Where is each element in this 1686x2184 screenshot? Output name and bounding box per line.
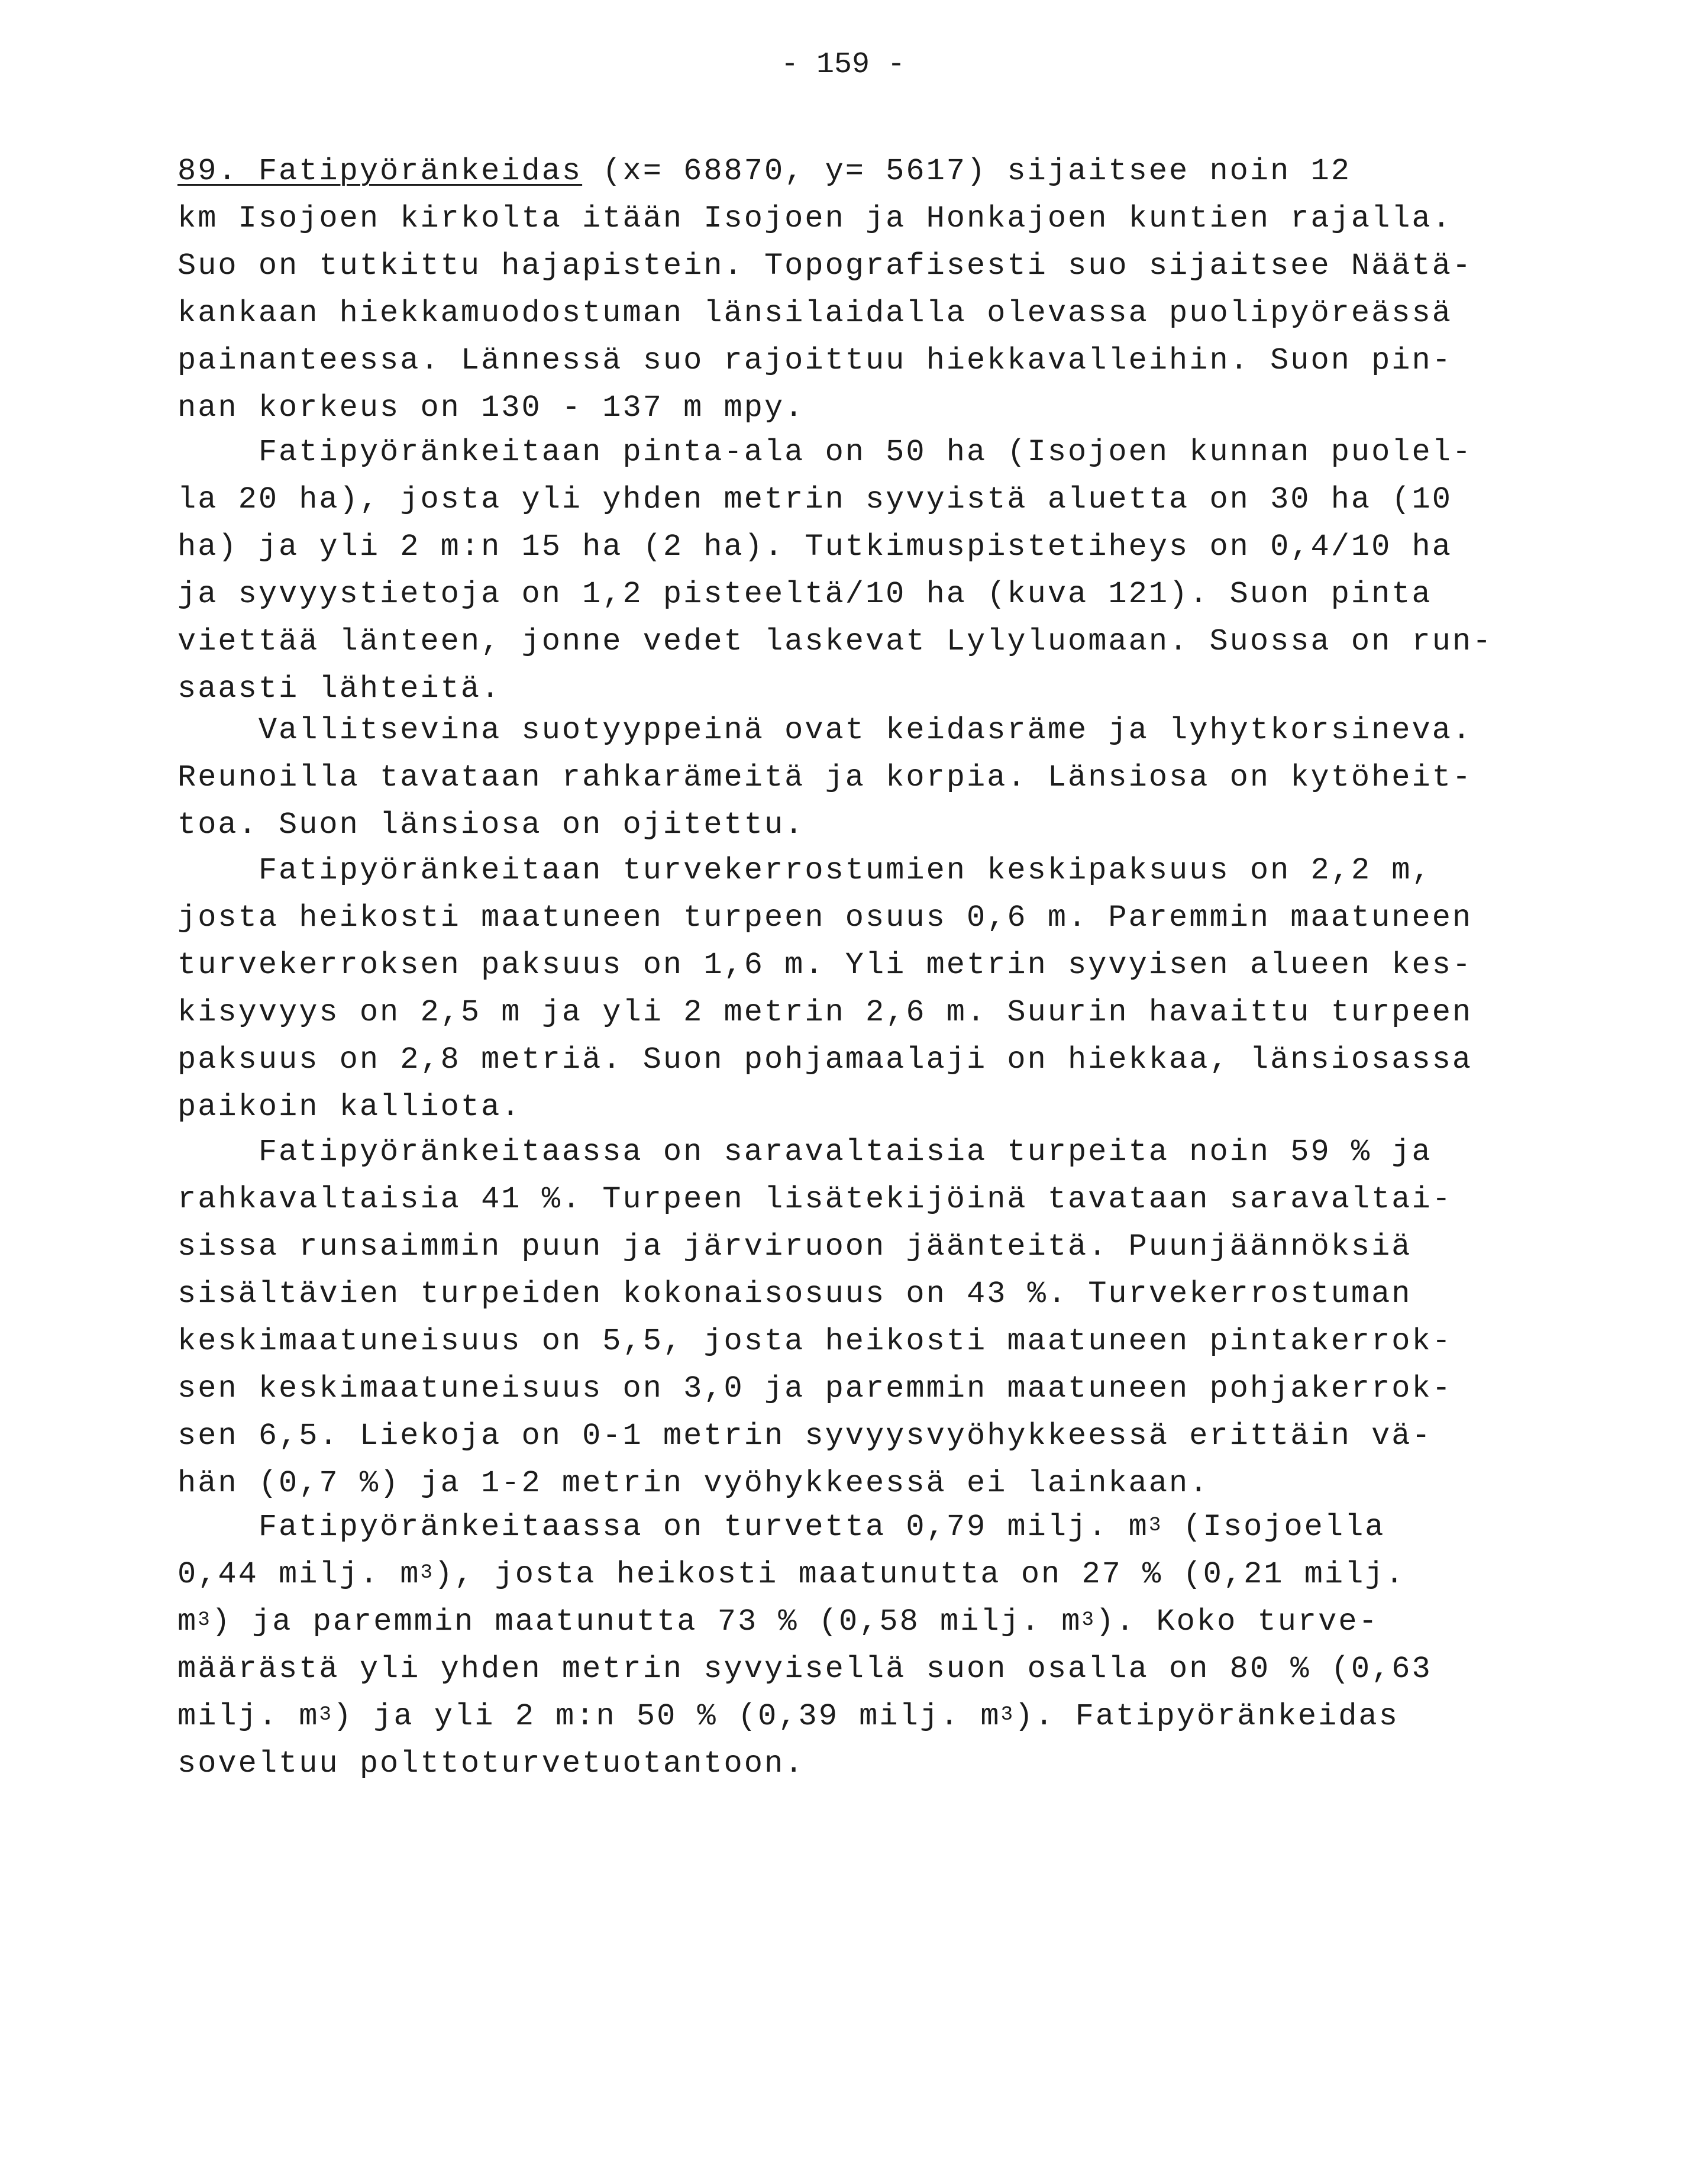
text-run: sisältävien turpeiden kokonaisosuus on 43 %. Turvekerrostuman bbox=[177, 1277, 1412, 1311]
text-run: josta heikosti maatuneen turpeen osuus 0,6 m. Paremmin maatuneen bbox=[177, 900, 1473, 935]
text-line bbox=[177, 337, 1479, 385]
text-line bbox=[177, 754, 1479, 802]
text-line bbox=[177, 243, 1479, 290]
text-line bbox=[177, 847, 1479, 894]
superscript: 3 bbox=[1148, 1514, 1163, 1537]
text-line bbox=[177, 942, 1479, 989]
text-run: kankaan hiekkamuodostuman länsilaidalla olevassa puolipyöreässä bbox=[177, 296, 1452, 331]
superscript: 3 bbox=[1000, 1704, 1015, 1726]
paragraph bbox=[177, 707, 1479, 849]
text-line bbox=[177, 1551, 1479, 1598]
text-line bbox=[177, 476, 1479, 524]
text-run: soveltuu polttoturvetuotantoon. bbox=[177, 1746, 805, 1781]
text-run: sen keskimaatuneisuus on 3,0 ja paremmin maatuneen pohjakerrok- bbox=[177, 1371, 1452, 1406]
text-line bbox=[177, 665, 1479, 713]
text-run: sissa runsaimmin puun ja järviruoon jäänteitä. Puunjäännöksiä bbox=[177, 1229, 1412, 1264]
text-run: (x= 68870, y= 5617) sijaitsee noin 12 bbox=[582, 154, 1351, 189]
text-run: sen 6,5. Liekoja on 0-1 metrin syvyysvyöhykkeessä erittäin vä- bbox=[177, 1419, 1432, 1453]
text-run: (Isojoella bbox=[1162, 1510, 1385, 1545]
text-line bbox=[177, 1504, 1479, 1551]
text-run: saasti lähteitä. bbox=[177, 671, 502, 706]
text-line bbox=[177, 1271, 1479, 1318]
text-run: 0,44 milj. m bbox=[177, 1557, 421, 1592]
text-line bbox=[177, 195, 1479, 243]
text-line bbox=[177, 1693, 1479, 1740]
paragraph bbox=[177, 1129, 1479, 1507]
text-run: paikoin kalliota. bbox=[177, 1090, 522, 1125]
text-run: ) ja yli 2 m:n 50 % (0,39 milj. m bbox=[332, 1699, 1001, 1734]
text-line bbox=[177, 290, 1479, 337]
text-run: Fatipyöränkeitaan turvekerrostumien keskipaksuus on 2,2 m, bbox=[177, 853, 1432, 888]
text-line bbox=[177, 707, 1479, 754]
text-line bbox=[177, 1413, 1479, 1460]
text-run: viettää länteen, jonne vedet laskevat Lylyluomaan. Suossa on run- bbox=[177, 624, 1493, 659]
text-run: Suo on tutkittu hajapistein. Topografisesti suo sijaitsee Näätä- bbox=[177, 248, 1473, 283]
text-run: paksuus on 2,8 metriä. Suon pohjamaalaji on hiekkaa, länsiosassa bbox=[177, 1042, 1473, 1077]
text-run: m bbox=[177, 1604, 198, 1639]
page-number: - 159 - bbox=[780, 48, 906, 82]
superscript: 3 bbox=[198, 1609, 212, 1631]
text-line bbox=[177, 1646, 1479, 1693]
text-line bbox=[177, 524, 1479, 571]
text-run: Vallitsevina suotyyppeinä ovat keidasräme ja lyhytkorsineva. bbox=[177, 713, 1473, 748]
text-line bbox=[177, 989, 1479, 1036]
paragraph bbox=[177, 847, 1479, 1131]
superscript: 3 bbox=[1081, 1609, 1096, 1631]
text-run: Fatipyöränkeitaassa on turvetta 0,79 milj. m bbox=[177, 1510, 1149, 1545]
text-run: nan korkeus on 130 - 137 m mpy. bbox=[177, 390, 805, 425]
text-line bbox=[177, 802, 1479, 849]
text-run: toa. Suon länsiosa on ojitettu. bbox=[177, 807, 805, 842]
text-line bbox=[177, 1176, 1479, 1223]
text-run: Reunoilla tavataan rahkarämeitä ja korpia. Länsiosa on kytöheit- bbox=[177, 760, 1473, 795]
text-line bbox=[177, 1365, 1479, 1413]
text-line bbox=[177, 1223, 1479, 1271]
text-line bbox=[177, 1084, 1479, 1131]
text-line bbox=[177, 1598, 1479, 1646]
text-line bbox=[177, 1740, 1479, 1788]
text-run: la 20 ha), josta yli yhden metrin syvyistä aluetta on 30 ha (10 bbox=[177, 482, 1452, 517]
text-run: Fatipyöränkeitaan pinta-ala on 50 ha (Isojoen kunnan puolel- bbox=[177, 435, 1473, 470]
text-run: painanteessa. Lännessä suo rajoittuu hiekkavalleihin. Suon pin- bbox=[177, 343, 1452, 378]
text-line bbox=[177, 385, 1479, 432]
text-run: hän (0,7 %) ja 1-2 metrin vyöhykkeessä ei lainkaan. bbox=[177, 1466, 1210, 1501]
text-line bbox=[177, 1129, 1479, 1176]
text-run: km Isojoen kirkolta itään Isojoen ja Honkajoen kuntien rajalla. bbox=[177, 201, 1452, 236]
text-run: ). Koko turve- bbox=[1095, 1604, 1379, 1639]
text-run: määrästä yli yhden metrin syvyisellä suon osalla on 80 % (0,63 bbox=[177, 1652, 1432, 1687]
paragraph bbox=[177, 148, 1479, 432]
text-line bbox=[177, 1460, 1479, 1507]
text-line bbox=[177, 429, 1479, 476]
text-run: rahkavaltaisia 41 %. Turpeen lisätekijöinä tavataan saravaltai- bbox=[177, 1182, 1452, 1217]
text-run: ), josta heikosti maatunutta on 27 % (0,21 milj. bbox=[434, 1557, 1406, 1592]
heading-text: 89. Fatipyöränkeidas bbox=[177, 154, 583, 189]
text-line bbox=[177, 571, 1479, 618]
text-line bbox=[177, 148, 1479, 195]
text-run: Fatipyöränkeitaassa on saravaltaisia turpeita noin 59 % ja bbox=[177, 1135, 1432, 1169]
text-line bbox=[177, 894, 1479, 942]
paragraph bbox=[177, 1504, 1479, 1788]
superscript: 3 bbox=[420, 1562, 434, 1584]
text-line bbox=[177, 1036, 1479, 1084]
superscript: 3 bbox=[319, 1704, 333, 1726]
text-line bbox=[177, 618, 1493, 665]
text-run: ). Fatipyöränkeidas bbox=[1015, 1699, 1399, 1734]
text-run: ) ja paremmin maatunutta 73 % (0,58 milj. m bbox=[211, 1604, 1082, 1639]
text-line bbox=[177, 1318, 1479, 1365]
text-run: turvekerroksen paksuus on 1,6 m. Yli metrin syvyisen alueen kes- bbox=[177, 948, 1473, 983]
text-run: ja syvyystietoja on 1,2 pisteeltä/10 ha (kuva 121). Suon pinta bbox=[177, 577, 1432, 612]
text-run: kisyvyys on 2,5 m ja yli 2 metrin 2,6 m. Suurin havaittu turpeen bbox=[177, 995, 1473, 1030]
text-run: ha) ja yli 2 m:n 15 ha (2 ha). Tutkimuspistetiheys on 0,4/10 ha bbox=[177, 529, 1452, 564]
text-run: keskimaatuneisuus on 5,5, josta heikosti maatuneen pintakerrok- bbox=[177, 1324, 1452, 1359]
paragraph bbox=[177, 429, 1493, 713]
text-run: milj. m bbox=[177, 1699, 319, 1734]
